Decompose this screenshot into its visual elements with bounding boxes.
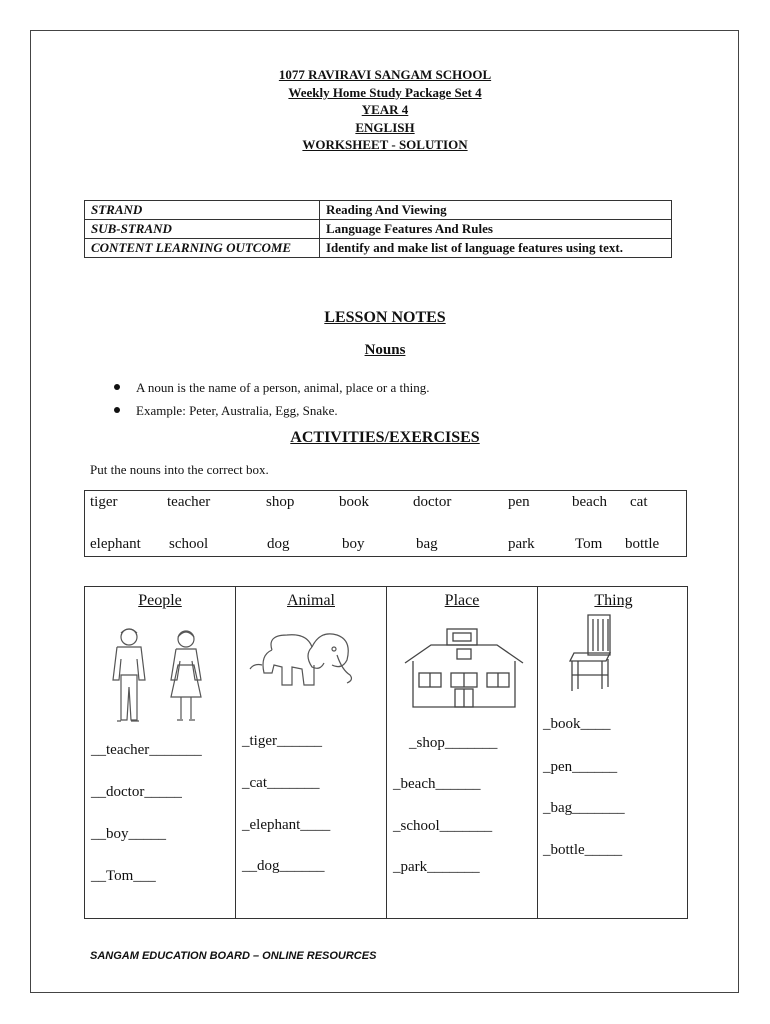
answer-boy: __boy_____ [91, 826, 166, 842]
chair-icon [566, 613, 620, 693]
word-item: park [508, 536, 535, 552]
instruction-text: Put the nouns into the correct box. [90, 462, 269, 477]
category-grid [84, 586, 688, 919]
substrand-value: Language Features And Rules [320, 220, 672, 239]
answer-cat: _cat_______ [242, 775, 320, 791]
animal-title: Animal [287, 592, 335, 609]
outcome-label: CONTENT LEARNING OUTCOME [85, 239, 320, 258]
word-item: bag [416, 536, 438, 552]
word-item: pen [508, 494, 530, 510]
answer-doctor: __doctor_____ [91, 784, 182, 800]
answer-bottle: _bottle_____ [543, 842, 623, 858]
year-level: YEAR 4 [361, 102, 409, 117]
nouns-heading: Nouns [364, 342, 406, 358]
answer-teacher: __teacher_______ [91, 742, 202, 758]
word-item: doctor [413, 494, 452, 510]
table-row [85, 220, 672, 239]
note-text: Example: Peter, Australia, Egg, Snake. [136, 403, 338, 418]
note-text: A noun is the name of a person, animal, place or a thing. [136, 380, 430, 395]
package-title: Weekly Home Study Package Set 4 [288, 84, 482, 100]
lesson-notes-heading: LESSON NOTES [324, 309, 446, 326]
answer-elephant: _elephant____ [242, 817, 331, 833]
lesson-notes-list [112, 376, 430, 422]
people-title: People [138, 592, 182, 609]
people-icon [91, 625, 221, 725]
answer-park: _park_______ [393, 859, 480, 875]
list-item [112, 376, 430, 399]
strand-value: Reading And Viewing [320, 201, 672, 220]
activities-heading: ACTIVITIES/EXERCISES [290, 429, 480, 446]
school-building-icon [401, 627, 527, 712]
place-title: Place [444, 592, 480, 609]
word-item: book [339, 494, 369, 510]
word-item: school [169, 536, 209, 552]
answer-tom: __Tom___ [91, 868, 156, 884]
elephant-icon [242, 625, 372, 695]
answer-book: _book____ [543, 716, 611, 732]
thing-column [538, 587, 689, 918]
bullet-icon [114, 384, 120, 390]
word-item: shop [266, 494, 295, 510]
subject-name: ENGLISH [355, 119, 415, 135]
word-item: boy [342, 536, 365, 552]
word-item: elephant [90, 536, 141, 552]
answer-beach: _beach______ [393, 776, 481, 792]
list-item [112, 399, 430, 422]
word-bank [84, 490, 687, 557]
people-column [85, 587, 236, 918]
outcome-value: Identify and make list of language features using text. [320, 239, 672, 258]
substrand-label: SUB-STRAND [85, 220, 320, 239]
table-row [85, 239, 672, 258]
answer-school: _school_______ [393, 818, 493, 834]
table-row [85, 201, 672, 220]
answer-dog: __dog______ [242, 858, 325, 874]
answer-shop: _shop_______ [409, 735, 498, 751]
word-item: Tom [575, 536, 603, 552]
strand-label: STRAND [85, 201, 320, 220]
answer-pen: _pen______ [543, 759, 618, 775]
place-column [387, 587, 538, 918]
word-item: teacher [167, 494, 211, 510]
word-item: cat [630, 494, 648, 510]
word-item: dog [267, 536, 290, 552]
word-item: bottle [625, 536, 660, 552]
animal-column [236, 587, 387, 918]
worksheet-title: WORKSHEET - SOLUTION [302, 137, 468, 152]
curriculum-table [84, 200, 672, 258]
word-item: beach [572, 494, 607, 510]
school-name: 1077 RAVIRAVI SANGAM SCHOOL [278, 67, 492, 82]
answer-bag: _bag_______ [543, 800, 625, 816]
bullet-icon [114, 407, 120, 413]
word-item: tiger [90, 494, 118, 510]
footer-text: SANGAM EDUCATION BOARD – ONLINE RESOURCES [90, 950, 377, 962]
answer-tiger: _tiger______ [242, 733, 322, 749]
thing-title: Thing [594, 592, 633, 609]
document-header [0, 66, 770, 154]
